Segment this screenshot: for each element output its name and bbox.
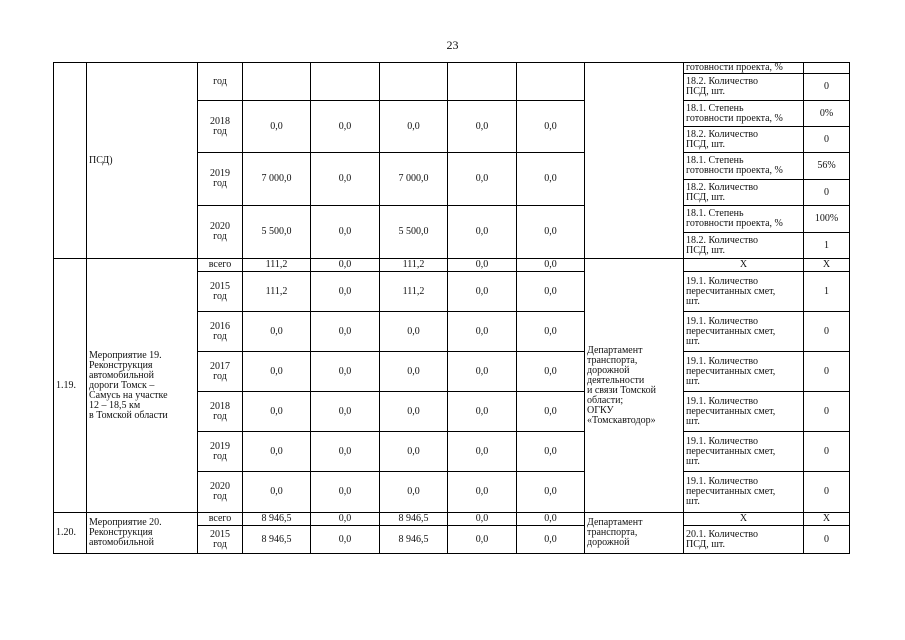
- table-row: [54, 259, 850, 272]
- value-cell: 0,0: [380, 101, 448, 153]
- value-cell: 0,0: [517, 101, 585, 153]
- indicator-value-cell: Х: [804, 513, 850, 526]
- budget-table: [53, 62, 850, 554]
- indicator-value-cell: 1: [804, 233, 850, 259]
- executor-cell: [585, 63, 684, 259]
- measure-name-cell: Мероприятие 19. Реконструкция автомобильной дороги Томск – Самусь на участке 12 – 18,5 км в Томской области: [87, 259, 198, 513]
- value-cell: 0,0: [448, 259, 517, 272]
- indicator-cell: 19.1. Количество пересчитанных смет, шт.: [684, 352, 804, 392]
- value-cell: 0,0: [311, 352, 380, 392]
- year-cell: 2020 год: [198, 206, 243, 259]
- value-cell: 5 500,0: [380, 206, 448, 259]
- total-cell: 0,0: [243, 392, 311, 432]
- value-cell: 111,2: [380, 259, 448, 272]
- executor-cell: Департамент транспорта, дорожной деятельности и связи Томской области; ОГКУ «Томскавтодор»: [585, 259, 684, 513]
- value-cell: 0,0: [448, 472, 517, 513]
- value-cell: 0,0: [517, 432, 585, 472]
- year-cell: 2015 год: [198, 526, 243, 554]
- value-cell: [380, 63, 448, 101]
- total-cell: 5 500,0: [243, 206, 311, 259]
- indicator-cell: Х: [684, 259, 804, 272]
- indicator-value-cell: 0: [804, 127, 850, 153]
- value-cell: 0,0: [380, 312, 448, 352]
- value-cell: 0,0: [311, 206, 380, 259]
- indicator-value-cell: 0: [804, 392, 850, 432]
- indicator-cell: 18.1. Степень готовности проекта, %: [684, 206, 804, 233]
- value-cell: 0,0: [448, 312, 517, 352]
- indicator-cell: 19.1. Количество пересчитанных смет, шт.: [684, 472, 804, 513]
- indicator-value-cell: 0: [804, 526, 850, 554]
- indicator-cell: 19.1. Количество пересчитанных смет, шт.: [684, 272, 804, 312]
- value-cell: 0,0: [448, 206, 517, 259]
- value-cell: 0,0: [311, 312, 380, 352]
- value-cell: 0,0: [311, 101, 380, 153]
- indicator-cell: 18.1. Степень готовности проекта, %: [684, 101, 804, 127]
- year-cell: 2019 год: [198, 432, 243, 472]
- year-cell: 2019 год: [198, 153, 243, 206]
- indicator-value-cell: 56%: [804, 153, 850, 180]
- year-cell: 2018 год: [198, 392, 243, 432]
- value-cell: 0,0: [448, 526, 517, 554]
- indicator-cell: 20.1. Количество ПСД, шт.: [684, 526, 804, 554]
- value-cell: 0,0: [380, 352, 448, 392]
- indicator-cell: 18.1. Степень готовности проекта, %: [684, 153, 804, 180]
- indicator-value-cell: 0: [804, 180, 850, 206]
- value-cell: 0,0: [380, 472, 448, 513]
- year-cell: всего: [198, 513, 243, 526]
- value-cell: 7 000,0: [380, 153, 448, 206]
- indicator-cell: 18.2. Количество ПСД, шт.: [684, 127, 804, 153]
- value-cell: 0,0: [448, 101, 517, 153]
- value-cell: 0,0: [517, 526, 585, 554]
- indicator-value-cell: 100%: [804, 206, 850, 233]
- value-cell: 0,0: [448, 352, 517, 392]
- value-cell: [448, 63, 517, 101]
- year-cell: всего: [198, 259, 243, 272]
- total-cell: 8 946,5: [243, 526, 311, 554]
- value-cell: 0,0: [311, 392, 380, 432]
- indicator-cell: 18.2. Количество ПСД, шт.: [684, 180, 804, 206]
- indicator-cell: 18.2. Количество ПСД, шт.: [684, 233, 804, 259]
- table-row: [54, 513, 850, 526]
- indicator-cell: готовности проекта, %: [684, 63, 804, 74]
- value-cell: 0,0: [517, 259, 585, 272]
- indicator-value-cell: 0%: [804, 101, 850, 127]
- indicator-cell: 19.1. Количество пересчитанных смет, шт.: [684, 432, 804, 472]
- total-cell: 0,0: [243, 352, 311, 392]
- total-cell: 8 946,5: [243, 513, 311, 526]
- value-cell: 0,0: [517, 312, 585, 352]
- indicator-value-cell: Х: [804, 259, 850, 272]
- year-cell: год: [198, 63, 243, 101]
- value-cell: 0,0: [311, 526, 380, 554]
- value-cell: [311, 63, 380, 101]
- row-number-cell: 1.20.: [54, 513, 87, 554]
- indicator-value-cell: 0: [804, 74, 850, 101]
- value-cell: 0,0: [517, 153, 585, 206]
- value-cell: 0,0: [448, 432, 517, 472]
- indicator-cell: 19.1. Количество пересчитанных смет, шт.: [684, 312, 804, 352]
- value-cell: 0,0: [448, 272, 517, 312]
- total-cell: 0,0: [243, 432, 311, 472]
- year-cell: 2015 год: [198, 272, 243, 312]
- measure-name-cell: ПСД): [87, 63, 198, 259]
- value-cell: 0,0: [517, 352, 585, 392]
- total-cell: 7 000,0: [243, 153, 311, 206]
- value-cell: 0,0: [311, 259, 380, 272]
- page-number: 23: [446, 38, 459, 52]
- indicator-value-cell: 0: [804, 352, 850, 392]
- value-cell: 0,0: [311, 153, 380, 206]
- value-cell: 0,0: [517, 392, 585, 432]
- year-cell: 2017 год: [198, 352, 243, 392]
- indicator-value-cell: 1: [804, 272, 850, 312]
- total-cell: 0,0: [243, 312, 311, 352]
- value-cell: 0,0: [448, 153, 517, 206]
- indicator-value-cell: 0: [804, 472, 850, 513]
- value-cell: 0,0: [380, 432, 448, 472]
- row-number-cell: 1.19.: [54, 259, 87, 513]
- measure-name-cell: Мероприятие 20. Реконструкция автомобильной: [87, 513, 198, 554]
- value-cell: 0,0: [448, 513, 517, 526]
- year-cell: 2016 год: [198, 312, 243, 352]
- total-cell: 111,2: [243, 272, 311, 312]
- value-cell: 0,0: [311, 432, 380, 472]
- total-cell: 0,0: [243, 472, 311, 513]
- value-cell: 0,0: [311, 513, 380, 526]
- table-row: [54, 63, 850, 74]
- value-cell: 0,0: [448, 392, 517, 432]
- indicator-cell: Х: [684, 513, 804, 526]
- value-cell: 0,0: [311, 472, 380, 513]
- value-cell: 0,0: [517, 472, 585, 513]
- indicator-cell: 19.1. Количество пересчитанных смет, шт.: [684, 392, 804, 432]
- value-cell: 0,0: [380, 392, 448, 432]
- value-cell: 8 946,5: [380, 526, 448, 554]
- value-cell: 111,2: [380, 272, 448, 312]
- value-cell: 8 946,5: [380, 513, 448, 526]
- value-cell: 0,0: [517, 513, 585, 526]
- value-cell: 0,0: [311, 272, 380, 312]
- total-cell: [243, 63, 311, 101]
- executor-cell: Департамент транспорта, дорожной: [585, 513, 684, 554]
- year-cell: 2020 год: [198, 472, 243, 513]
- total-cell: 111,2: [243, 259, 311, 272]
- indicator-cell: 18.2. Количество ПСД, шт.: [684, 74, 804, 101]
- indicator-value-cell: 0: [804, 432, 850, 472]
- row-number-cell: [54, 63, 87, 259]
- indicator-value-cell: [804, 63, 850, 74]
- year-cell: 2018 год: [198, 101, 243, 153]
- value-cell: [517, 63, 585, 101]
- indicator-value-cell: 0: [804, 312, 850, 352]
- value-cell: 0,0: [517, 272, 585, 312]
- value-cell: 0,0: [517, 206, 585, 259]
- total-cell: 0,0: [243, 101, 311, 153]
